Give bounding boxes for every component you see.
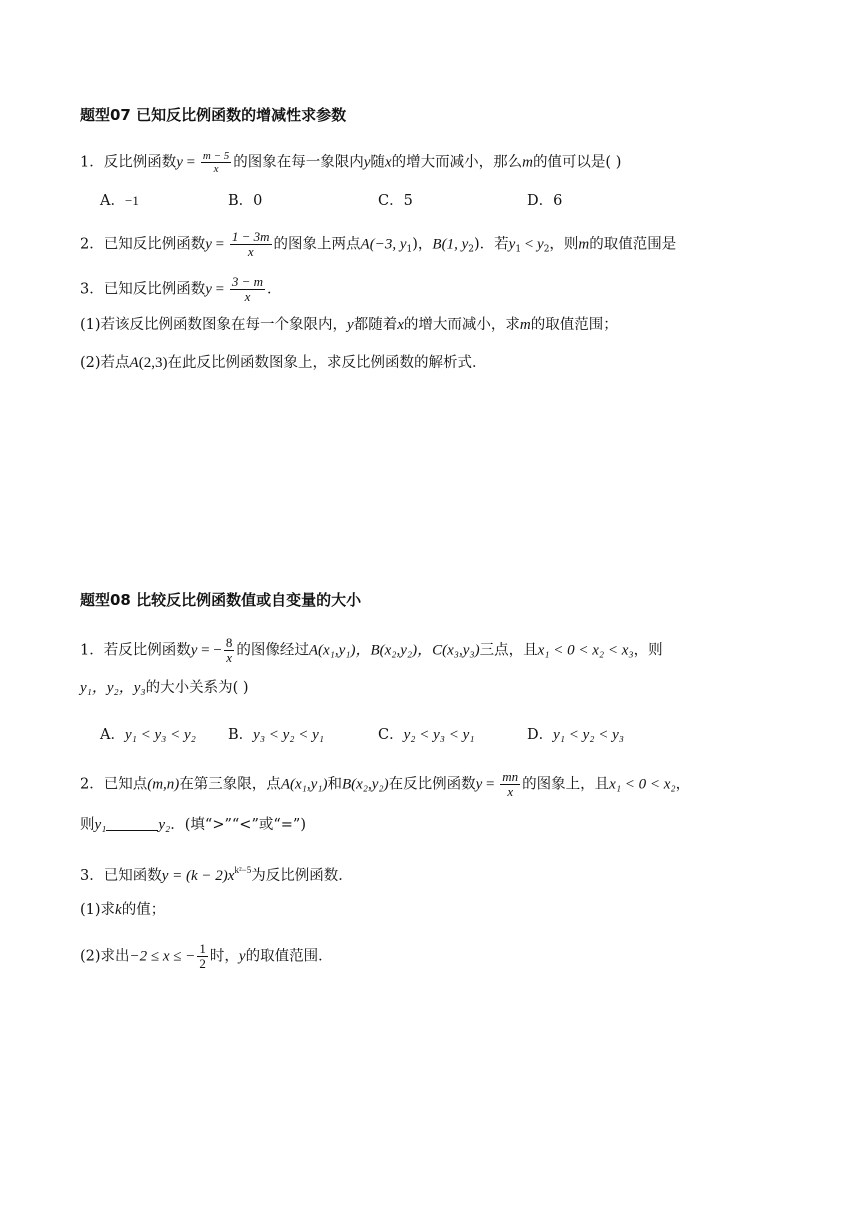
option-label: B． [228,727,254,743]
question-text: )．若 [473,236,509,253]
fraction-numerator: 1 [199,941,206,956]
math-vars: y₁，y₂，y₃ [80,680,146,696]
fraction-denominator: x [244,289,251,304]
exponent: k²−5 [234,865,252,875]
point-coords: B(x₂,y₂) [341,776,389,793]
question-number: 1． [80,642,104,659]
option-value: y₁ < y₂ < y₃ [553,727,625,743]
question-text: 的大小关系为( ) [145,680,249,696]
math-var: y₁ [94,817,107,833]
question-text: (1)若该反比例函数图象在每一个象限内， [80,317,348,333]
fraction [500,770,520,799]
option-value: y₁ < y₃ < y₂ [124,727,196,743]
subscript: 2 [543,244,550,255]
question-number: 3． [80,868,104,884]
point-coords: (−3, y [369,236,407,253]
fraction [201,150,231,175]
question-text: 的取值范围． [245,948,333,965]
math-op: = [182,154,199,171]
question-text: 在此反比例函数图象上，求反比例函数的解析式． [167,355,487,371]
fraction-numerator: 1 − 3m [231,229,270,244]
subscript: 1 [515,244,522,255]
math-op: = [211,281,228,298]
math-var: y [205,281,212,298]
question-text: ，则 [633,642,663,659]
math-var: m [578,236,590,253]
question-text: 的值可以是( ) [532,154,622,171]
math-expression: y = (k − 2)x [161,868,235,884]
point-label: B [432,236,442,253]
fraction-denominator: x [226,650,232,665]
math-var: m [519,317,531,333]
question-text: ，则 [549,236,579,253]
option-label: A． [100,193,125,209]
question-text: )， [412,236,433,253]
fraction-denominator: x [213,163,219,175]
math-op: < [521,236,538,253]
option-d [527,725,624,745]
s07-q3-part2 [80,353,486,373]
question-text: 的取值范围是 [589,236,677,253]
math-op: = [211,236,228,253]
section-08-heading: 题型08 比较反比例函数值或自变量的大小 [80,591,362,609]
s07-q3 [80,275,282,304]
s08-q1 [80,636,663,665]
s08-q2-line2 [80,815,306,835]
subscript: 2 [468,244,474,255]
question-text: 的图象上，且 [522,776,610,793]
option-c [378,191,413,211]
fraction [230,275,265,304]
option-b [228,191,262,211]
math-op: = [482,776,499,793]
math-var: m [522,154,533,171]
math-var: y [363,154,371,171]
math-inequality: −2 ≤ x ≤ − [129,948,196,965]
question-text: (2)求出 [80,948,130,965]
fraction-denominator: 2 [199,956,206,971]
math-condition: x₁ < 0 < x₂ [609,776,676,793]
question-text: 三点，且 [479,642,538,659]
s07-q2 [80,230,676,260]
question-text: ， [675,776,691,793]
option-value: 6 [553,193,563,209]
points-list: A(x₁,y₁)，B(x₂,y₂)，C(x₃,y₃) [308,642,480,659]
option-label: D． [527,727,554,743]
option-c [378,725,474,745]
question-text: 的增大而减小，那么 [391,154,523,171]
question-number: 2． [80,776,104,793]
math-var: y [205,236,212,253]
option-d [527,191,562,211]
question-number: 2． [80,236,104,253]
question-text: 已知点 [103,776,148,793]
option-value: 5 [403,193,413,209]
question-text: 时， [209,948,239,965]
fraction-numerator: 3 − m [231,274,264,289]
fraction-numerator: 8 [225,635,233,650]
fraction-numerator: mn [502,769,519,784]
fraction-numerator: m − 5 [202,150,230,162]
option-label: D． [527,193,554,209]
option-value: y₂ < y₃ < y₁ [403,727,475,743]
s08-q3-part1 [80,900,165,920]
option-label: C． [378,193,404,209]
question-text: ． [267,281,282,298]
option-value: 0 [253,193,263,209]
fraction [197,942,208,971]
section-07-heading: 题型07 已知反比例函数的增减性求参数 [80,106,347,124]
question-text: ．(填“>”“<”或“=”) [170,817,306,833]
question-text: 随 [370,154,385,171]
question-text: 则 [80,817,95,833]
math-var: x [384,154,392,171]
question-text: 的取值范围； [530,317,618,333]
option-label: B． [228,193,254,209]
option-a [100,725,196,745]
point-coords: (1, y [441,236,469,253]
question-text: 的增大而减小，求 [403,317,520,333]
option-b [228,725,324,745]
subscript: 1 [406,244,413,255]
math-op: = − [197,642,222,659]
question-text: 的图像经过 [236,642,309,659]
option-a [100,191,139,211]
question-number: 3． [80,281,104,298]
question-text: 在第三象限，点 [179,776,281,793]
s08-q3 [80,860,353,886]
math-var: x [397,317,404,333]
question-text: 若反比例函数 [103,642,191,659]
math-var: y [508,236,516,253]
question-text: 的图象上两点 [273,236,361,253]
s07-q1 [80,150,621,175]
math-var: y₂ [158,817,171,833]
fraction-denominator: x [507,784,514,799]
question-text: 和 [327,776,342,793]
question-number: 1． [80,154,104,171]
question-text: 的图象在每一象限内 [233,154,364,171]
question-text: 的值； [121,902,166,918]
fraction-denominator: x [247,244,254,259]
point-coords: (2,3) [138,355,168,371]
math-var: y [176,154,183,171]
option-value: −1 [124,193,139,208]
fraction [230,230,272,259]
point-coords: (m,n) [147,776,180,793]
math-condition: x₁ < 0 < x₂ < x₃ [537,642,634,659]
point-label: A [129,355,139,371]
s08-q1-line2 [80,678,249,698]
math-var: y [190,642,198,659]
answer-blank[interactable] [106,818,158,831]
option-value: y₃ < y₂ < y₁ [253,727,325,743]
question-text: 在反比例函数 [388,776,476,793]
question-text: 为反比例函数． [251,868,353,884]
s08-q2 [80,770,690,799]
math-var: y [347,317,354,333]
question-text: 反比例函数 [103,154,177,171]
question-text: 都随着 [353,317,398,333]
question-text: 已知反比例函数 [103,281,206,298]
question-text: (2)若点 [80,355,130,371]
question-text: 已知反比例函数 [103,236,206,253]
math-var: y [238,948,246,965]
point-coords: A(x₁,y₁) [280,776,328,793]
s07-q3-part1 [80,315,618,335]
question-text: 已知函数 [103,868,162,884]
math-var: k [115,902,122,918]
point-label: A [360,236,370,253]
s08-q3-part2 [80,942,333,971]
fraction [224,636,235,665]
question-text: (1)求 [80,902,116,918]
math-var: y [537,236,544,253]
option-label: A． [100,727,125,743]
math-var: y [475,776,483,793]
option-label: C． [378,727,404,743]
